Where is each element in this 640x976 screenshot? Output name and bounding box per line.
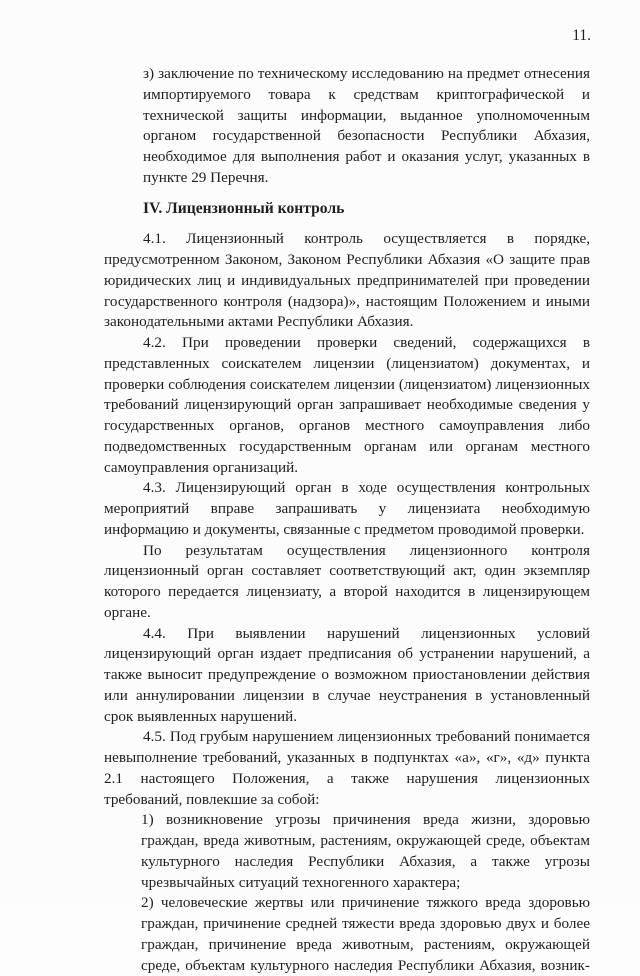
paragraph-4-3-results: По результатам осуществления лицензионного контроля лицензионный орган составляет соответствующий акт, один экземпляр которого передается лицензиату, а второй находится в лицензирующем органе. <box>104 541 590 621</box>
document-body <box>104 64 590 976</box>
section-heading: IV. Лицензионный контроль <box>143 199 345 217</box>
paragraph-4-3: 4.3. Лицензирующий орган в ходе осуществления контрольных мероприятий вправе запрашивать у лицензиата необходимую информацию и документы, связанные с предметом проводимой проверки. <box>104 479 590 538</box>
list-item-2: 2) человеческие жертвы или причинение тяжкого вреда здоровью граждан, причинение средней тяжести вреда здоровью двух и более граждан, причинение вреда животным, растениям, окружающей среде, объектам культурного наследия Республики Абхазия, возник- <box>141 894 590 974</box>
paragraph-4-5: 4.5. Под грубым нарушением лицензионных требований понимается невыполнение требований, указанных в подпунктах «а», «г», «д» пункта 2.1 настоящего Положения, а также нарушения лицензионных требований, повлекшие за собой: <box>104 728 590 808</box>
paragraph-4-1: 4.1. Лицензионный контроль осуществляется в порядке, предусмотренном Законом, Законом Республики Абхазия «О защите прав юридических лиц и индивидуальных предпринимателей при проведении государственного контроля (надзора)», настоящим Положением и иными законодательными актами Республики Абхазия. <box>104 230 590 331</box>
page-number: 11. <box>572 27 591 44</box>
paragraph-4-4: 4.4. При выявлении нарушений лицензионных условий лицензирующий орган издает предписания об устранении нарушений, а также выносит предупреждение о возможном приостановлении действия или аннулировании лицензии в случае неустранения в установленный срок выявленных нарушений. <box>104 624 590 725</box>
paragraph-4-2: 4.2. При проведении проверки сведений, содержащихся в представленных соискателем лицензии (лицензиатом) документах, и проверки соблюдения соискателем лицензии (лицензиатом) лицензионных требований лицензирующий орган запрашивает необходимые сведения у государственных органов, органов местного самоуправления либо подведомственных государственным органам или органам местного самоуправления организаций. <box>104 334 590 476</box>
list-item-1: 1) возникновение угрозы причинения вреда жизни, здоровью граждан, вреда животным, растениям, окружающей среде, объектам культурного наследия Республики Абхазия, а также угрозы чрезвычайных ситуаций техногенного характера; <box>141 811 590 891</box>
paragraph-item-z: з) заключение по техническому исследованию на предмет отнесения импортируемого товара к средствам криптографической и технической защиты информации, выданное уполномоченным органом государственной безопасности Республики Абхазия, необходимое для выполнения работ и оказания услуг, указанных в пункте 29 Перечня. <box>143 65 590 186</box>
